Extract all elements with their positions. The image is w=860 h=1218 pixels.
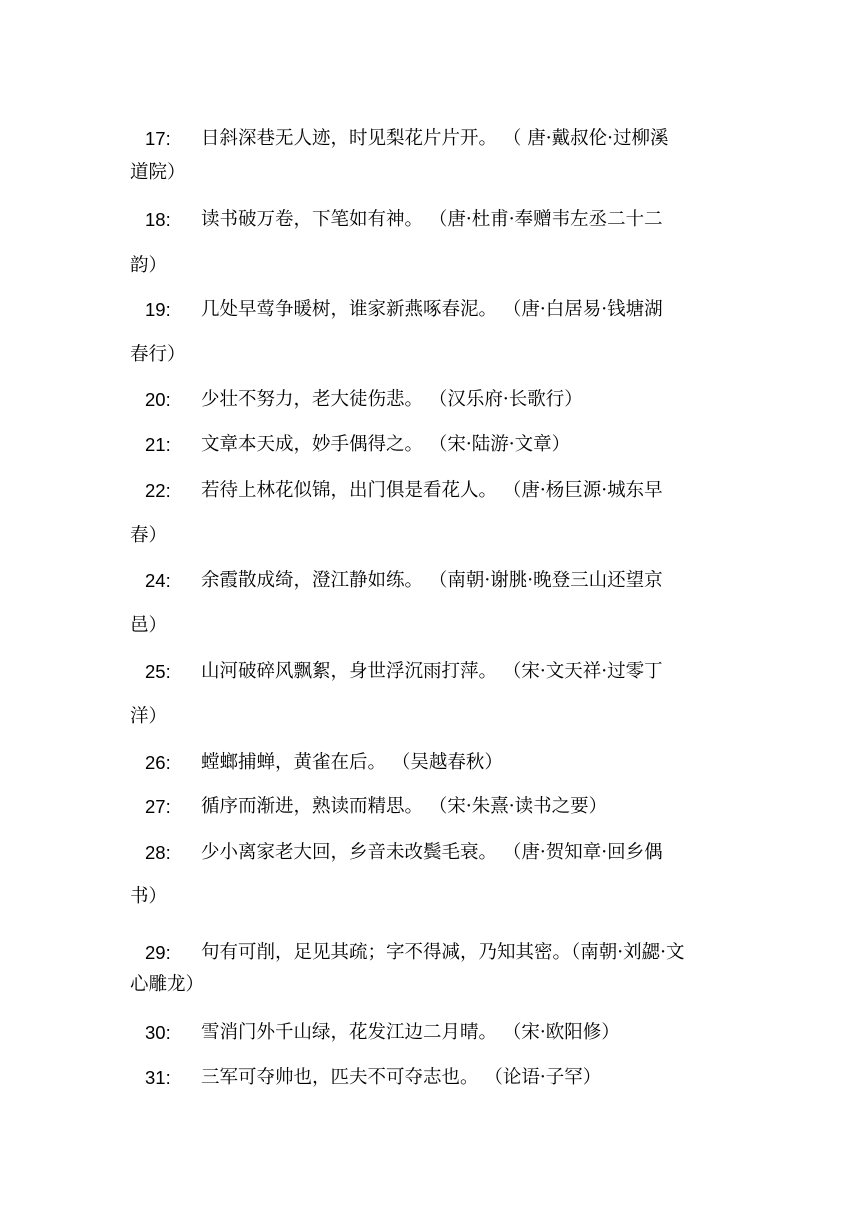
quote-text: 读书破万卷，下笔如有神。 （唐·杜甫·奉赠韦左丞二十二 [201, 209, 663, 230]
quote-number: 21: [145, 434, 171, 455]
quote-number: 25: [145, 661, 171, 682]
quote-number: 19: [145, 299, 171, 320]
quote-text: 雪消门外千山绿，花发江边二月晴。 （宋·欧阳修） [201, 1022, 620, 1043]
quote-number: 31: [145, 1067, 171, 1088]
quote-text: 若待上林花似锦，出门俱是看花人。 （唐·杨巨源·城东早 [201, 480, 663, 501]
quote-text: 句有可削，足见其疏；字不得减，乃知其密。（南朝·刘勰·文 [201, 942, 685, 963]
quote-text: 山河破碎风飘絮，身世浮沉雨打萍。 （宋·文天祥·过零丁 [201, 661, 663, 682]
quote-number: 22: [145, 480, 171, 501]
quote-number: 20: [145, 389, 171, 410]
quote-text-continued: 韵） [130, 255, 168, 276]
quote-text: 几处早莺争暖树，谁家新燕啄春泥。 （唐·白居易·钱塘湖 [201, 299, 663, 320]
quote-text: 日斜深巷无人迹，时见梨花片片开。 （ 唐·戴叔伦·过柳溪 [201, 128, 669, 149]
quote-text: 三军可夺帅也，匹夫不可夺志也。 （论语·子罕） [201, 1067, 602, 1088]
quote-text: 文章本天成，妙手偶得之。 （宋·陆游·文章） [201, 434, 571, 455]
quote-number: 30: [145, 1022, 171, 1043]
quote-number: 24: [145, 570, 171, 591]
quote-number: 29: [145, 942, 171, 963]
quote-text: 少小离家老大回，乡音未改鬓毛衰。 （唐·贺知章·回乡偶 [201, 842, 663, 863]
quote-text-continued: 春） [130, 525, 168, 546]
quote-text-continued: 邑） [130, 615, 168, 636]
quote-number: 17: [145, 128, 171, 149]
quote-text: 余霞散成绮，澄江静如练。 （南朝·谢朓·晚登三山还望京 [201, 570, 663, 591]
quote-text-continued: 道院） [130, 162, 186, 183]
quote-text: 螳螂捕蝉，黄雀在后。 （吴越春秋） [201, 752, 503, 773]
quote-text-continued: 心雕龙） [130, 974, 205, 995]
quote-number: 18: [145, 209, 171, 230]
quote-text-continued: 书） [130, 886, 168, 907]
quote-number: 28: [145, 842, 171, 863]
quote-number: 26: [145, 752, 171, 773]
quote-text-continued: 春行） [130, 344, 186, 365]
quote-text-continued: 洋） [130, 706, 168, 727]
quote-number: 27: [145, 796, 171, 817]
quote-text: 少壮不努力，老大徒伤悲。 （汉乐府·长歌行） [201, 389, 583, 410]
quote-text: 循序而渐进，熟读而精思。 （宋·朱熹·读书之要） [201, 796, 608, 817]
